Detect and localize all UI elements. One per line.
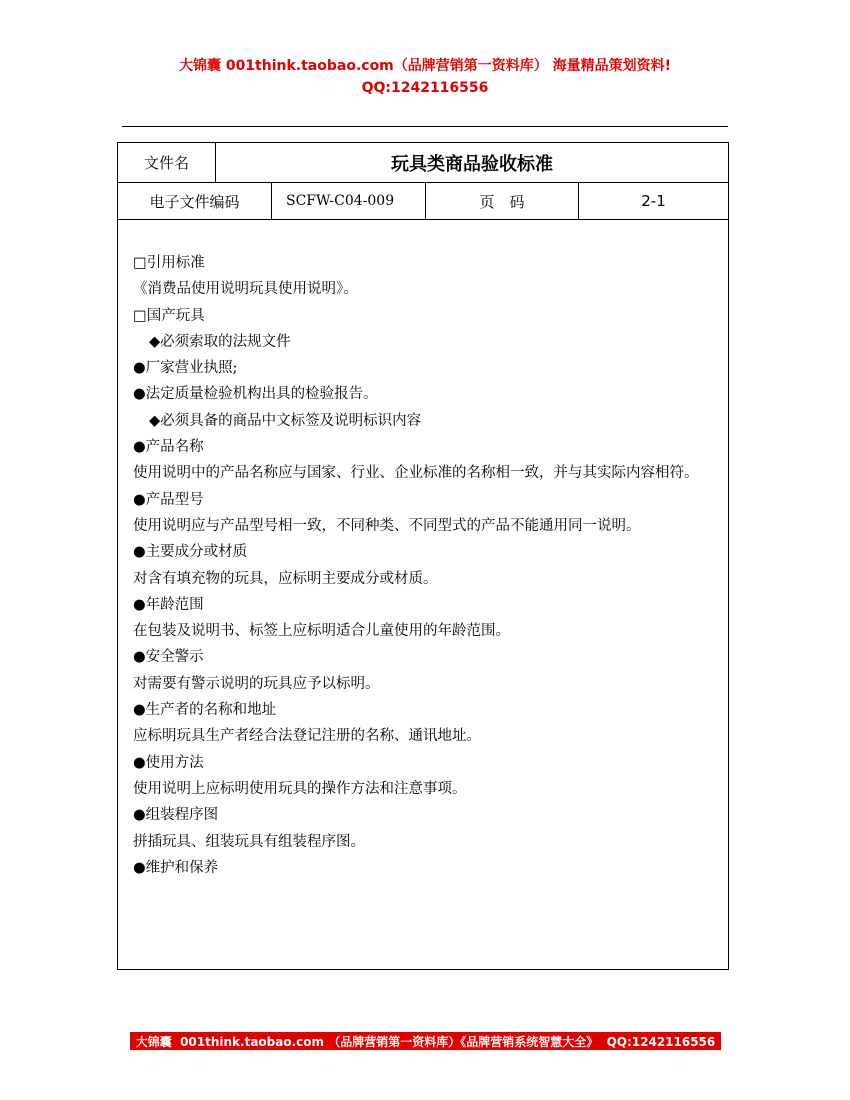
list-item: ●产品型号 <box>133 491 204 508</box>
list-item: ●使用方法 <box>133 754 204 771</box>
header-divider <box>122 126 728 127</box>
list-item: ●安全警示 <box>133 649 204 666</box>
list-item: ●法定质量检验机构出具的检验报告。 <box>133 386 378 403</box>
reference-standard-text: 《消费品使用说明玩具使用说明》。 <box>133 281 358 298</box>
section-heading-reference: □引用标准 <box>133 255 205 271</box>
top-banner-qq: QQ:1242116556 <box>361 80 489 96</box>
list-item: ●产品名称 <box>133 439 204 456</box>
list-item: ●厂家营业执照; <box>133 360 238 377</box>
paragraph-text: 使用说明上应标明使用玩具的操作方法和注意事项。 <box>133 780 467 797</box>
list-item: ●维护和保养 <box>133 859 219 876</box>
file-code-label: 电子文件编码 <box>118 183 272 219</box>
paragraph-text: 在包装及说明书、标签上应标明适合儿童使用的年龄范围。 <box>133 623 510 640</box>
code-row <box>118 183 728 220</box>
list-item: ●生产者的名称和地址 <box>133 702 277 719</box>
top-banner-text: 大锦囊 001think.taobao.com（品牌营销第一资料库） 海量精品策划资料! <box>178 58 672 74</box>
paragraph-text: 使用说明中的产品名称应与国家、行业、企业标准的名称相一致，并与其实际内容相符。 <box>133 465 699 482</box>
paragraph-text: 应标明玩具生产者经合法登记注册的名称、通讯地址。 <box>133 728 481 745</box>
list-item: ●主要成分或材质 <box>133 544 248 561</box>
footer-banner: 大锦囊 001think.taobao.com （品牌营销第一资料库）《品牌营销系统智慧大全》 QQ:1242116556 <box>130 1032 721 1050</box>
page-label: 页 码 <box>426 183 579 219</box>
page-number: 2-1 <box>641 192 666 210</box>
document-body <box>133 250 718 881</box>
list-item: ●年龄范围 <box>133 596 204 613</box>
subheading-required-documents: ◆必须索取的法规文件 <box>149 333 291 350</box>
paragraph-text: 对含有填充物的玩具，应标明主要成分或材质。 <box>133 570 438 587</box>
document-table <box>117 142 729 970</box>
section-heading-domestic: □国产玩具 <box>133 307 205 324</box>
paragraph-text: 对需要有警示说明的玩具应予以标明。 <box>133 675 380 692</box>
list-item: ●组装程序图 <box>133 807 219 824</box>
paragraph-text: 拼插玩具、组装玩具有组装程序图。 <box>133 833 365 850</box>
document-title: 玩具类商品验收标准 <box>391 153 553 175</box>
title-row <box>118 143 728 183</box>
paragraph-text: 使用说明应与产品型号相一致，不同种类、不同型式的产品不能通用同一说明。 <box>133 517 641 534</box>
subheading-label-content: ◆必须具备的商品中文标签及说明标识内容 <box>149 412 422 429</box>
file-code-value: SCFW-C04-009 <box>272 183 426 219</box>
file-name-label: 文件名 <box>118 143 216 182</box>
